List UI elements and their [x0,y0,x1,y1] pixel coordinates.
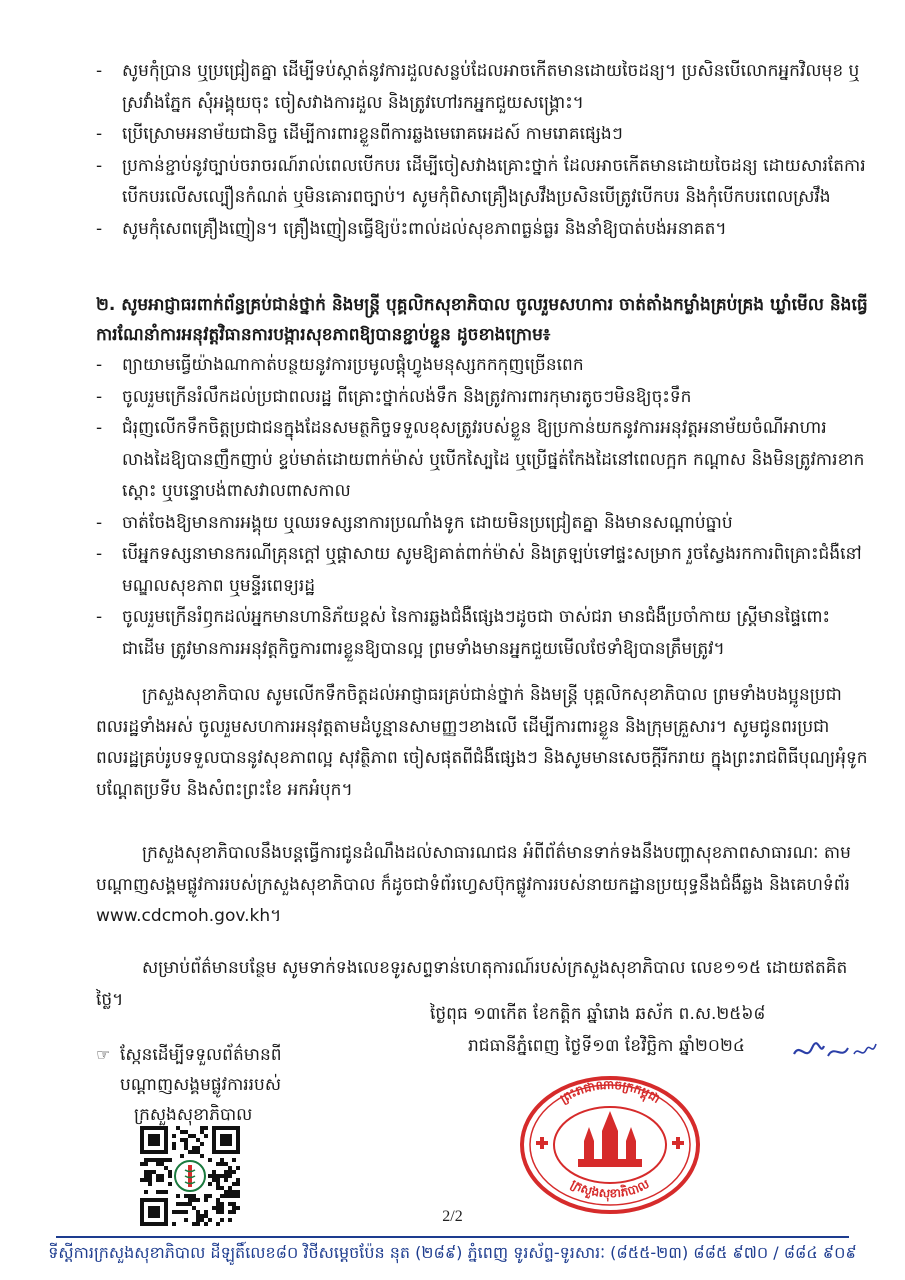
closing-paragraph-info-channels: ក្រសួងសុខាភិបាលនឹងបន្តធ្វើការជូនដំណឹងដល់សាធារណជន អំពីព័ត៌មានទាក់ទងនឹងបញ្ហាសុខភាពសាធារណៈ តាមបណ្តាញសង្គមផ្លូវការរបស់ក្រសួងសុខាភិបាល ក៏ដូចជាទំព័រហ្វេសប៊ុកផ្លូវការរបស់នាយកដ្ឋានប្រយុទ្ធនឹងជំងឺឆ្លង និងគេហទំព័រ www.cdcmoh.gov.kh។ [96,843,851,926]
list-item: - សូមកុំប្រាន ឬប្រជ្រៀតគ្នា ដើម្បីទប់ស្កាត់នូវការដួលសន្លប់ដែលអាចកើតមានដោយចៃដន្យ។ ប្រសិនបើលោកអ្នកវិលមុខ ឬស្រវាំងភ្នែក សុំអង្គុយចុះ ចៀសវាងការដួល និងត្រូវហៅរកអ្នកជួយសង្គ្រោះ។ [96,61,860,113]
lunar-date: ថ្ងៃពុធ ១៣កើត ខែកត្តិក ឆ្នាំរោង ឆស័ក ព.ស.២៥៦៨ [430,1004,766,1024]
seal-top-text: ព្រះរាជាណាចក្រកម្ពុជា [557,1077,663,1107]
qr-caption-line-1: ស្កែនដើម្បីទទួលព័ត៌មានពី [120,1045,282,1065]
list-item: - ចូលរួមក្រើនរំឭកដល់អ្នកមានហានិភ័យខ្ពស់ នៃការឆ្លងជំងឺផ្សេងៗដូចជា ចាស់ជរា មានជំងឺប្រចាំកាយ ស្ត្រីមានផ្ទៃពោះជាដើម ត្រូវមានការអនុវត្តកិច្ចការពារខ្លួនឱ្យបានល្អ ព្រមទាំងមានអ្នកជួយមើលថែទាំឱ្យបានត្រឹមត្រូវ។ [96,607,831,659]
list-item-text: ចាត់ចែងឱ្យមានការអង្គុយ ឬឈរទស្សនាការប្រណាំងទូក ដោយមិនប្រជ្រៀតគ្នា និងមានសណ្តាប់ធ្នាប់ [122,512,733,533]
ministry-logo-icon [172,1158,208,1194]
list-item: - ជំរុញលើកទឹកចិត្តប្រជាជនក្នុងដែនសមត្ថកិច្ចទទួលខុសត្រូវរបស់ខ្លួន ឱ្យប្រកាន់យកនូវការអនុវត្តអនាម័យចំណីអាហារ លាងដៃឱ្យបានញឹកញាប់ ខ្ទប់មាត់ដោយពាក់ម៉ាស់ ឬបើកស្បៃដៃ ឬប្រើផ្នត់កែងដៃនៅពេលក្អក កណ្តាស និងមិនត្រូវការខាកស្តោះ ឬបន្ទោបង់ពាសវាលពាសកាល [96,418,865,501]
list-item: - បើអ្នកទស្សនាមានករណីគ្រុនក្តៅ ឬផ្តាសាយ សូមឱ្យគាត់ពាក់ម៉ាស់ និងត្រឡប់ទៅផ្ទះសម្រាក រួចស្វែងរកការពិគ្រោះជំងឺនៅមណ្ឌលសុខភាព ឬមន្ទីរពេទ្យរដ្ឋ [96,544,862,596]
handwritten-initials [790,1036,890,1066]
list-item-text: ប្រកាន់ខ្ជាប់នូវច្បាប់ចរាចរណ៍រាល់ពេលបើកបរ ដើម្បីចៀសវាងគ្រោះថ្នាក់ ដែលអាចកើតមានដោយចៃដន្យ ដោយសារតែការបើកបរលើសល្បឿនកំណត់ ឬមិនគោរពច្បាប់។ សូមកុំពិសាគ្រឿងស្រវឹងប្រសិនបើត្រូវបើកបរ និងកុំបើកបរពេលស្រវឹង [122,155,866,207]
gregorian-date: រាជធានីភ្នំពេញ ថ្ងៃទី១៣ ខែវិច្ឆិកា ឆ្នាំ២០២៤ [468,1036,745,1056]
list-item-text: បើអ្នកទស្សនាមានករណីគ្រុនក្តៅ ឬផ្តាសាយ សូមឱ្យគាត់ពាក់ម៉ាស់ និងត្រឡប់ទៅផ្ទះសម្រាក រួចស្វែងរកការពិគ្រោះជំងឺនៅមណ្ឌលសុខភាព ឬមន្ទីរពេទ្យរដ្ឋ [122,544,862,596]
list-item-text: ជំរុញលើកទឹកចិត្តប្រជាជនក្នុងដែនសមត្ថកិច្ចទទួលខុសត្រូវរបស់ខ្លួន ឱ្យប្រកាន់យកនូវការអនុវត្តអនាម័យចំណីអាហារ លាងដៃឱ្យបានញឹកញាប់ ខ្ទប់មាត់ដោយពាក់ម៉ាស់ ឬបើកស្បៃដៃ ឬប្រើផ្នត់កែងដៃនៅពេលក្អក កណ្តាស និងមិនត្រូវការខាកស្តោះ ឬបន្ទោបង់ពាសវាលពាសកាល [122,418,865,501]
list-item-text: ចូលរួមក្រើនរំឭកដល់អ្នកមានហានិភ័យខ្ពស់ នៃការឆ្លងជំងឺផ្សេងៗដូចជា ចាស់ជរា មានជំងឺប្រចាំកាយ ស្ត្រីមានផ្ទៃពោះជាដើម ត្រូវមានការអនុវត្តកិច្ចការពារខ្លួនឱ្យបានល្អ ព្រមទាំងមានអ្នកជួយមើលថែទាំឱ្យបានត្រឹមត្រូវ។ [122,607,831,659]
section-2-heading: ២. សូមអាជ្ញាធរពាក់ព័ន្ធគ្រប់ជាន់ថ្នាក់ និងមន្ត្រី បុគ្គលិកសុខាភិបាល ចូលរួមសហការ ចាត់តាំងកម្លាំងគ្រប់គ្រង ឃ្លាំមើល និងធ្វើការណែនាំការអនុវត្តវិធានការបង្ការសុខភាពឱ្យបានខ្ជាប់ខ្ជួន ដូចខាងក្រោម៖ [96,295,868,345]
page-number: 2/2 [442,1208,463,1225]
list-item-text: សូមកុំប្រាន ឬប្រជ្រៀតគ្នា ដើម្បីទប់ស្កាត់នូវការដួលសន្លប់ដែលអាចកើតមានដោយចៃដន្យ។ ប្រសិនបើលោកអ្នកវិលមុខ ឬស្រវាំងភ្នែក សុំអង្គុយចុះ ចៀសវាងការដួល និងត្រូវហៅរកអ្នកជួយសង្គ្រោះ។ [122,61,860,113]
qr-caption [96,1040,326,1130]
health-advice-list [96,56,868,245]
closing-paragraph-encouragement: ក្រសួងសុខាភិបាល សូមលើកទឹកចិត្តដល់អាជ្ញាធរគ្រប់ជាន់ថ្នាក់ និងមន្ត្រី បុគ្គលិកសុខាភិបាល ព្រមទាំងបងប្អូនប្រជាពលរដ្ឋទាំងអស់ ចូលរួមសហការអនុវត្តតាមដំបូន្មានសាមញ្ញៗខាងលើ ដើម្បីការពារខ្លួន និងក្រុមគ្រួសារ។ សូមជូនពរប្រជាពលរដ្ឋគ្រប់រូបទទួលបាននូវសុខភាពល្អ សុវត្ថិភាព ចៀសផុតពីជំងឺផ្សេងៗ និងសូមមានសេចក្តីរីករាយ ក្នុងព្រះរាជពិធីបុណ្យអុំទូក បណ្តែតប្រទីប និងសំពះព្រះខែ អកអំបុក។ [96,685,868,800]
footer-divider [56,1236,849,1238]
pointing-hand-icon: ☞ [96,1045,111,1064]
footer-address: ទីស្តីការក្រសួងសុខាភិបាល ដីឡូតិ៍លេខ៨០ វិថីសម្តេចប៉ែន នុត (២៨៩) ភ្នំពេញ ទូរស័ព្ទ-ទូរសារៈ (៨៥៥-២៣) ៨៨៥ ៩៧០ / ៨៨៤ ៩០៩ [48,1243,857,1262]
authority-measures-list [96,350,868,665]
list-item-text: ព្យាយាមធ្វើយ៉ាងណាកាត់បន្ថយនូវការប្រមូលផ្តុំហ្វូងមនុស្សកកកុញច្រើនពេក [122,355,584,375]
qr-caption-line-2: បណ្តាញសង្គមផ្លូវការរបស់ [120,1075,282,1095]
closing-paragraph-hotline: សម្រាប់ព័ត៌មានបន្ថែម សូមទាក់ទងលេខទូរសព្ទទាន់ហេតុការណ៍របស់ក្រសួងសុខាភិបាល លេខ១១៥ ដោយឥតគិតថ្លៃ។ [96,958,848,1010]
list-item-text: ប្រើស្រោមអនាម័យជានិច្ច ដើម្បីការពារខ្លួនពីការឆ្លងមេរោគអេដស៍ កាមរោគផ្សេងៗ [122,124,623,144]
qr-caption-line-3: ក្រសួងសុខាភិបាល [134,1105,253,1125]
list-item: - សូមកុំសេពគ្រឿងញៀន។ គ្រឿងញៀនធ្វើឱ្យប៉ះពាល់ដល់សុខភាពធ្ងន់ធ្ងរ និងនាំឱ្យបាត់បង់អនាគត។ [96,218,727,239]
list-item: - ប្រកាន់ខ្ជាប់នូវច្បាប់ចរាចរណ៍រាល់ពេលបើកបរ ដើម្បីចៀសវាងគ្រោះថ្នាក់ ដែលអាចកើតមានដោយចៃដន្យ ដោយសារតែការបើកបរលើសល្បឿនកំណត់ ឬមិនគោរពច្បាប់។ សូមកុំពិសាគ្រឿងស្រវឹងប្រសិនបើត្រូវបើកបរ និងកុំបើកបរពេលស្រវឹង [96,155,866,207]
list-item: - ចូលរួមក្រើនរំលឹកដល់ប្រជាពលរដ្ឋ ពីគ្រោះថ្នាក់លង់ទឹក និងត្រូវការពារកុមារតូចៗមិនឱ្យចុះទឹក [96,386,692,407]
list-item: - ប្រើស្រោមអនាម័យជានិច្ច ដើម្បីការពារខ្លួនពីការឆ្លងមេរោគអេដស៍ កាមរោគផ្សេងៗ [96,124,623,144]
list-item-text: សូមកុំសេពគ្រឿងញៀន។ គ្រឿងញៀនធ្វើឱ្យប៉ះពាល់ដល់សុខភាពធ្ងន់ធ្ងរ និងនាំឱ្យបាត់បង់អនាគត។ [122,218,727,239]
ministry-seal [518,1075,702,1215]
list-item: - ចាត់ចែងឱ្យមានការអង្គុយ ឬឈរទស្សនាការប្រណាំងទូក ដោយមិនប្រជ្រៀតគ្នា និងមានសណ្តាប់ធ្នាប់ [96,512,733,533]
list-item-text: ចូលរួមក្រើនរំលឹកដល់ប្រជាពលរដ្ឋ ពីគ្រោះថ្នាក់លង់ទឹក និងត្រូវការពារកុមារតូចៗមិនឱ្យចុះទឹក [122,386,692,407]
list-item: - ព្យាយាមធ្វើយ៉ាងណាកាត់បន្ថយនូវការប្រមូលផ្តុំហ្វូងមនុស្សកកកុញច្រើនពេក [96,355,584,375]
seal-bottom-text: ក្រសួងសុខាភិបាល [568,1176,652,1201]
